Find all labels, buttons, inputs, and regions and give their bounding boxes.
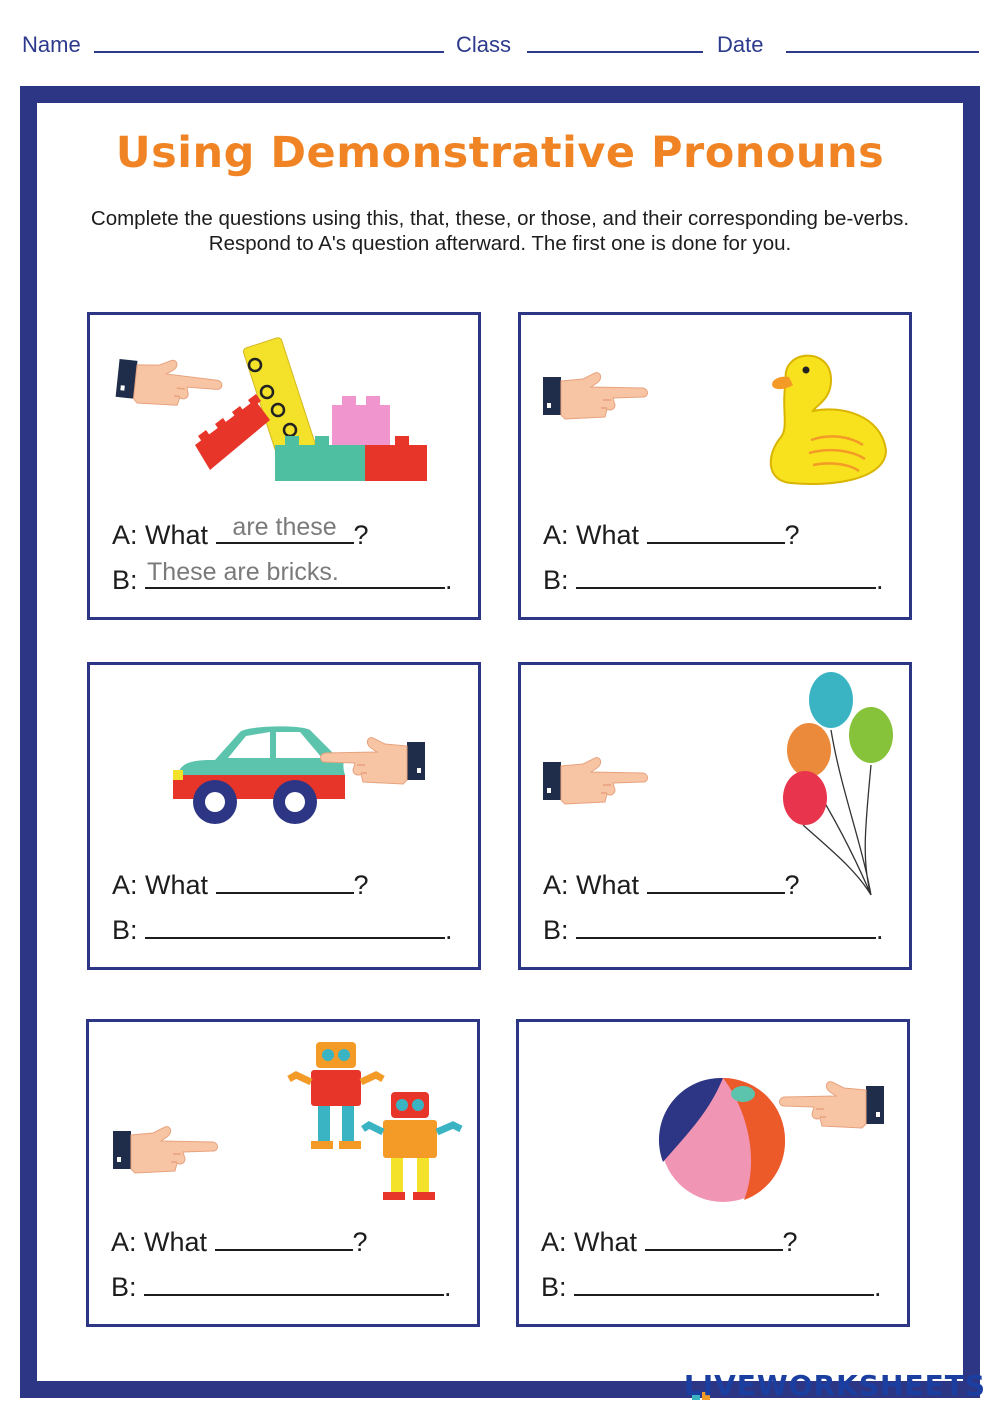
class-label: Class — [456, 32, 512, 57]
question-card-4 — [518, 662, 912, 970]
question-b: B: These are bricks. . — [112, 558, 453, 595]
teal-brick — [275, 445, 365, 481]
worksheet-title: Using Demonstrative Pronouns — [115, 128, 885, 178]
answer-blank-a-4[interactable] — [647, 870, 785, 894]
date-field[interactable] — [786, 51, 979, 53]
robot-icon — [289, 1042, 383, 1149]
class-field[interactable] — [527, 51, 703, 53]
pointing-hand-icon — [113, 1127, 218, 1173]
answer-blank-b-4[interactable] — [576, 915, 876, 939]
pink-brick — [332, 405, 390, 445]
answer-blank-b-1[interactable]: These are bricks. — [145, 565, 445, 589]
date-label: Date — [717, 32, 764, 57]
duck-illustration — [541, 345, 901, 495]
rubber-duck-icon — [771, 356, 886, 484]
answer-blank-b-5[interactable] — [144, 1272, 444, 1296]
answer-blank-b-2[interactable] — [576, 565, 876, 589]
bricks-illustration — [120, 330, 440, 490]
question-b: B: . — [541, 1272, 882, 1302]
question-card-5 — [86, 1019, 480, 1327]
answer-blank-b-3[interactable] — [145, 915, 445, 939]
question-card-2 — [518, 312, 912, 620]
pointing-hand-icon — [115, 355, 224, 412]
question-a: A: What ? — [543, 520, 800, 550]
name-field[interactable] — [94, 51, 444, 53]
small-red-brick — [365, 445, 427, 481]
question-b: B: . — [112, 915, 453, 945]
ball-illustration — [659, 1072, 899, 1207]
answer-blank-a-3[interactable] — [216, 870, 354, 894]
beach-ball-icon — [659, 1078, 785, 1202]
question-a: A: What ? — [541, 1227, 798, 1257]
question-a: A: What are these ? — [112, 513, 369, 550]
question-a: A: What ? — [543, 870, 800, 900]
pointing-hand-icon — [543, 758, 648, 804]
robots-illustration — [111, 1037, 471, 1207]
question-card-3 — [87, 662, 481, 970]
answer-blank-a-1[interactable]: are these — [216, 520, 354, 544]
balloons-icon — [783, 672, 893, 895]
car-illustration — [170, 720, 430, 850]
question-a: A: What ? — [111, 1227, 368, 1257]
answer-blank-a-6[interactable] — [645, 1227, 783, 1251]
pointing-hand-icon — [543, 373, 648, 419]
answer-blank-b-6[interactable] — [574, 1272, 874, 1296]
answer-blank-a-2[interactable] — [647, 520, 785, 544]
question-card-6 — [516, 1019, 910, 1327]
question-b: B: . — [543, 565, 884, 595]
question-b: B: . — [543, 915, 884, 945]
robot-icon — [363, 1092, 461, 1200]
question-a: A: What ? — [112, 870, 369, 900]
name-label: Name — [22, 32, 81, 57]
answer-blank-a-5[interactable] — [215, 1227, 353, 1251]
pointing-hand-icon — [780, 1082, 885, 1128]
question-b: B: . — [111, 1272, 452, 1302]
liveworksheets-logo: LIVEWORKSHEETS — [683, 1369, 986, 1402]
question-card-1 — [87, 312, 481, 620]
worksheet-instructions: Complete the questions using this, that, these, or those, and their corresponding be-verbs. Respond to A's question afterward. The first one is done for you. — [90, 207, 910, 255]
